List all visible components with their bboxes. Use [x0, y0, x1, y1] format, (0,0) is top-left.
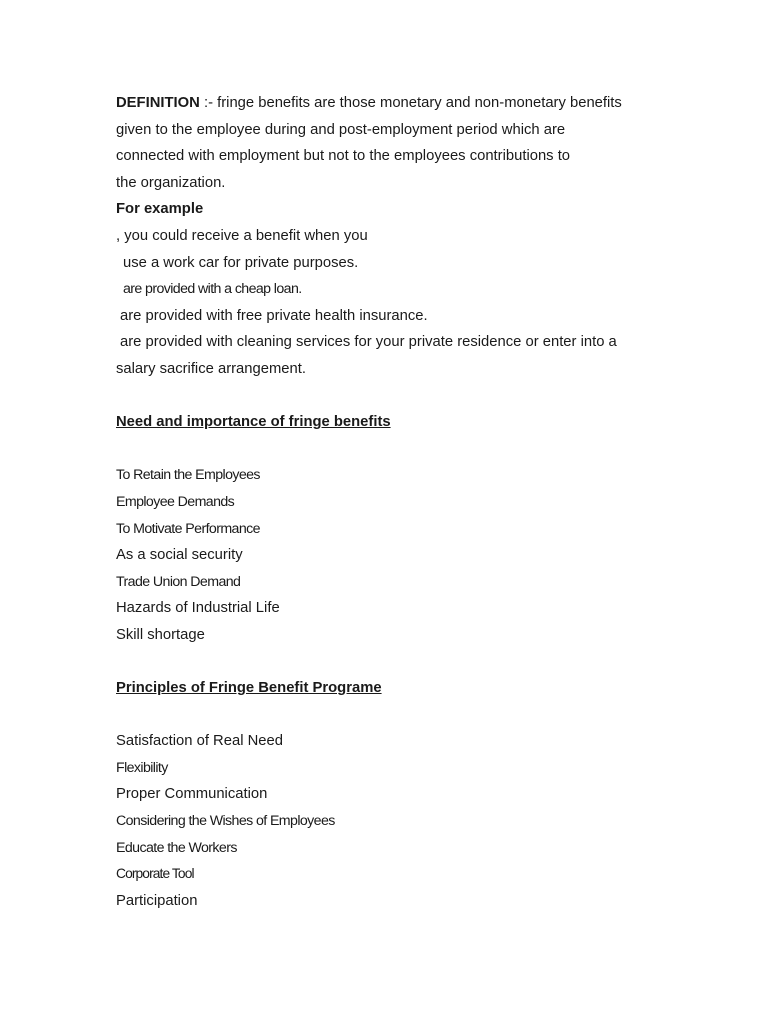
- example-line-1: , you could receive a benefit when you: [116, 227, 368, 244]
- definition-line-4: the organization.: [116, 174, 226, 191]
- principles-item: Flexibility: [116, 759, 168, 776]
- principles-item: Educate the Workers: [116, 839, 237, 856]
- definition-label: DEFINITION: [116, 95, 200, 111]
- definition-line-3: connected with employment but not to the employees contributions to: [116, 148, 571, 165]
- principles-item: Participation: [116, 892, 198, 909]
- spacer: [116, 648, 676, 675]
- example-line-5: are provided with cleaning services for your private residence or enter into a: [120, 334, 617, 351]
- need-item: Skill shortage: [116, 626, 205, 643]
- principles-item: Satisfaction of Real Need: [116, 733, 283, 750]
- definition-line-2: given to the employee during and post-employment period which are: [116, 121, 566, 138]
- need-item: Employee Demands: [116, 493, 235, 510]
- need-heading: Need and importance of fringe benefits: [116, 414, 391, 431]
- need-item: Hazards of Industrial Life: [116, 600, 280, 617]
- example-line-2: use a work car for private purposes.: [123, 254, 359, 271]
- principles-heading: Principles of Fringe Benefit Programe: [116, 680, 382, 697]
- definition-line-1: [116, 90, 676, 117]
- principles-item: Proper Communication: [116, 786, 268, 803]
- spacer: [116, 436, 676, 463]
- example-heading: For example: [116, 201, 204, 218]
- example-line-3: are provided with a cheap loan.: [123, 281, 302, 298]
- need-item: Trade Union Demand: [116, 573, 241, 590]
- example-line-4: are provided with free private health insurance.: [120, 307, 428, 324]
- spacer: [116, 702, 676, 729]
- need-item: To Retain the Employees: [116, 467, 260, 484]
- definition-text: :- fringe benefits are those monetary and non-monetary benefits: [199, 95, 622, 111]
- example-line-6: salary sacrifice arrangement.: [116, 360, 306, 377]
- spacer: [116, 383, 676, 410]
- document-page: [116, 90, 676, 914]
- need-item: To Motivate Performance: [116, 520, 260, 537]
- principles-item: Corporate Tool: [116, 866, 194, 882]
- need-item: As a social security: [116, 547, 243, 564]
- principles-item: Considering the Wishes of Employees: [116, 813, 335, 830]
